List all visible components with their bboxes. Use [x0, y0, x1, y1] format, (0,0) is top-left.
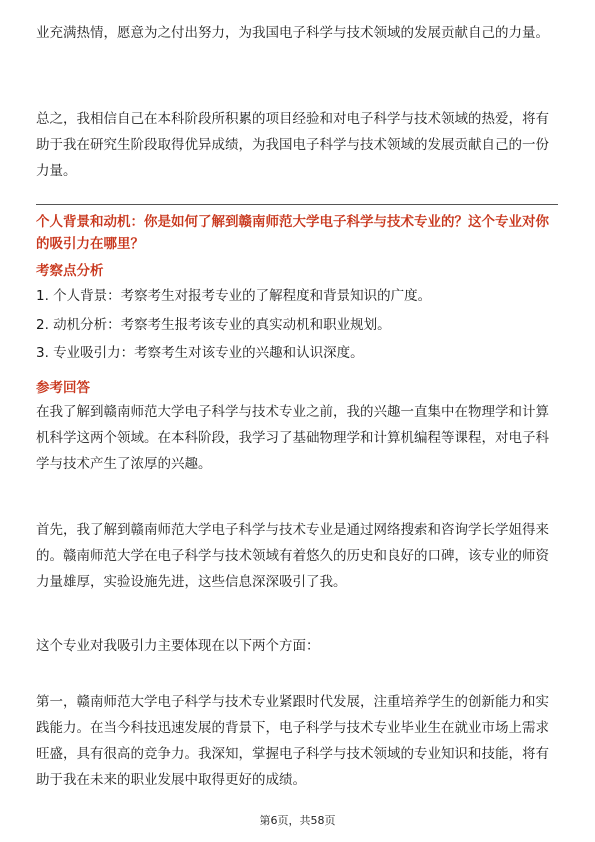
answer-paragraph-3: 这个专业对我吸引力主要体现在以下两个方面：	[36, 638, 320, 654]
answer-title: 参考回答	[36, 380, 90, 396]
section-divider	[36, 204, 558, 205]
intro-paragraph-2: 总之，我相信自己在本科阶段所积累的项目经验和对电子科学与技术领域的热爱，将有助于我在研究生阶段取得优异成绩，为我国电子科学与技术领域的发展贡献自己的一份力量。	[36, 111, 549, 179]
answer-paragraph-1: 在我了解到赣南师范大学电子科学与技术专业之前，我的兴趣一直集中在物理学和计算机科学这两个领域。在本科阶段，我学习了基础物理学和计算机编程等课程，对电子科学与技术产生了浓厚的兴趣。	[36, 404, 549, 472]
analysis-title: 考察点分析	[36, 263, 104, 279]
question-heading: 个人背景和动机：你是如何了解到赣南师范大学电子科学与技术专业的？这个专业对你的吸引力在哪里？	[36, 214, 549, 252]
answer-paragraph-2: 首先，我了解到赣南师范大学电子科学与技术专业是通过网络搜索和咨询学长学姐得来的。赣南师范大学在电子科学与技术领域有着悠久的历史和良好的口碑，该专业的师资力量雄厚，实验设施先进，这些信息深深吸引了我。	[36, 522, 549, 590]
analysis-item: 1. 个人背景：考察考生对报考专业的了解程度和背景知识的广度。	[36, 288, 432, 304]
intro-paragraph-1: 业充满热情，愿意为之付出努力，为我国电子科学与技术领域的发展贡献自己的力量。	[36, 25, 549, 41]
analysis-item: 3. 专业吸引力：考察考生对该专业的兴趣和认识深度。	[36, 345, 364, 361]
page-number-footer: 第6页，共58页	[259, 814, 336, 827]
analysis-item: 2. 动机分析：考察考生报考该专业的真实动机和职业规划。	[36, 317, 391, 333]
document-page	[36, 0, 558, 842]
answer-paragraph-4: 第一，赣南师范大学电子科学与技术专业紧跟时代发展，注重培养学生的创新能力和实践能力。在当今科技迅速发展的背景下，电子科学与技术专业毕业生在就业市场上需求旺盛，具有很高的竞争力。我深知，掌握电子科学与技术领域的专业知识和技能，将有助于我在未来的职业发展中取得更好的成绩。	[36, 694, 549, 788]
